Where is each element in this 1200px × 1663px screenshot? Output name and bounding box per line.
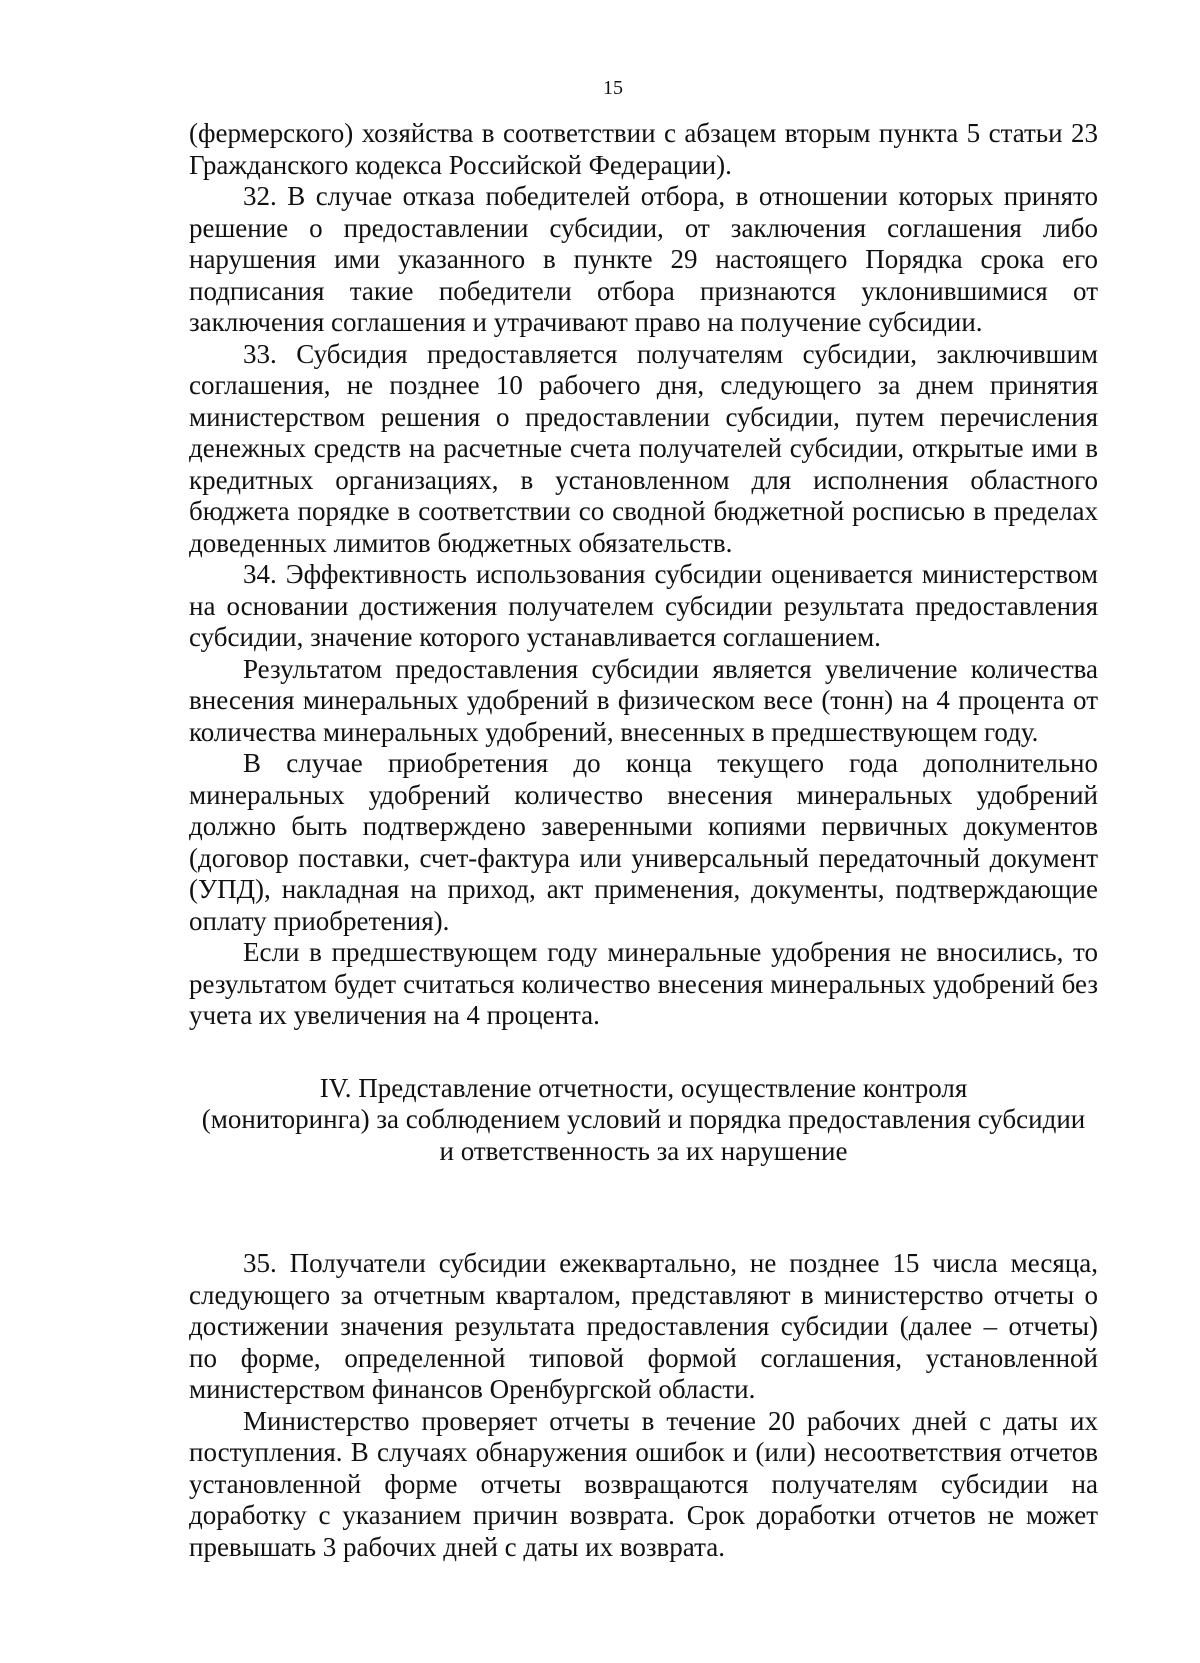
section-heading-line: IV. Представление отчетности, осуществление контроля bbox=[319, 1072, 968, 1103]
page-number: 15 bbox=[603, 77, 623, 99]
paragraph-item-32: 32. В случае отказа победителей отбора, в отношении которых принято решение о предоставлении субсидии, от заключения соглашения либо нарушения ими указанного в пункте 29 настоящего Порядка срока его подписания такие победители отбора признаются уклонившимися от заключения соглашения и утрачивают право на получение субсидии. bbox=[189, 181, 1098, 337]
paragraph-additional-purchase: В случае приобретения до конца текущего года дополнительно минеральных удобрений количество внесения минеральных удобрений должно быть подтверждено заверенными копиями первичных документов (договор поставки, счет-фактура или универсальный передаточный документ (УПД), накладная на приход, акт применения, документы, подтверждающие оплату приобретения). bbox=[189, 748, 1098, 936]
paragraph-result-definition: Результатом предоставления субсидии является увеличение количества внесения минеральных удобрений в физическом весе (тонн) на 4 процента от количества минеральных удобрений, внесенных в предшествующем году. bbox=[189, 653, 1098, 747]
section-heading-line: и ответственность за их нарушение bbox=[439, 1135, 848, 1166]
paragraph-item-34: 34. Эффективность использования субсидии оценивается министерством на основании достижения получателем субсидии результата предоставления субсидии, значение которого устанавливается соглашением. bbox=[189, 559, 1098, 652]
document-body bbox=[189, 118, 1098, 1563]
section-heading-iv bbox=[189, 1073, 1098, 1168]
paragraph-item-35: 35. Получатели субсидии ежеквартально, не позднее 15 числа месяца, следующего за отчетным кварталом, представляют в министерство отчеты о достижении значения результата предоставления субсидии (далее – отчеты) по форме, определенной типовой формой соглашения, установленной министерством финансов Оренбургской области. bbox=[189, 1248, 1098, 1404]
section-heading-line: (мониторинга) за соблюдением условий и порядка предоставления субсидии bbox=[201, 1104, 1086, 1134]
paragraph-report-review: Министерство проверяет отчеты в течение 20 рабочих дней с даты их поступления. В случаях обнаружения ошибок и (или) несоответствия отчетов установленной форме отчеты возвращаются получателям субсидии на доработку с указанием причин возврата. Срок доработки отчетов не может превышать 3 рабочих дней с даты их возврата. bbox=[189, 1405, 1098, 1562]
paragraph-no-prior-year: Если в предшествующем году минеральные удобрения не вносились, то результатом будет считаться количество внесения минеральных удобрений без учета их увеличения на 4 процента. bbox=[189, 937, 1098, 1030]
paragraph-continuation: (фермерского) хозяйства в соответствии с абзацем вторым пункта 5 статьи 23 Гражданского кодекса Российской Федерации). bbox=[189, 118, 1098, 180]
paragraph-item-33: 33. Субсидия предоставляется получателям субсидии, заключившим соглашения, не позднее 10 рабочего дня, следующего за днем принятия министерством решения о предоставлении субсидии, путем перечисления денежных средств на расчетные счета получателей субсидии, открытые ими в кредитных организациях, в установленном для исполнения областного бюджета порядке в соответствии со сводной бюджетной росписью в пределах доведенных лимитов бюджетных обязательств. bbox=[189, 338, 1098, 558]
